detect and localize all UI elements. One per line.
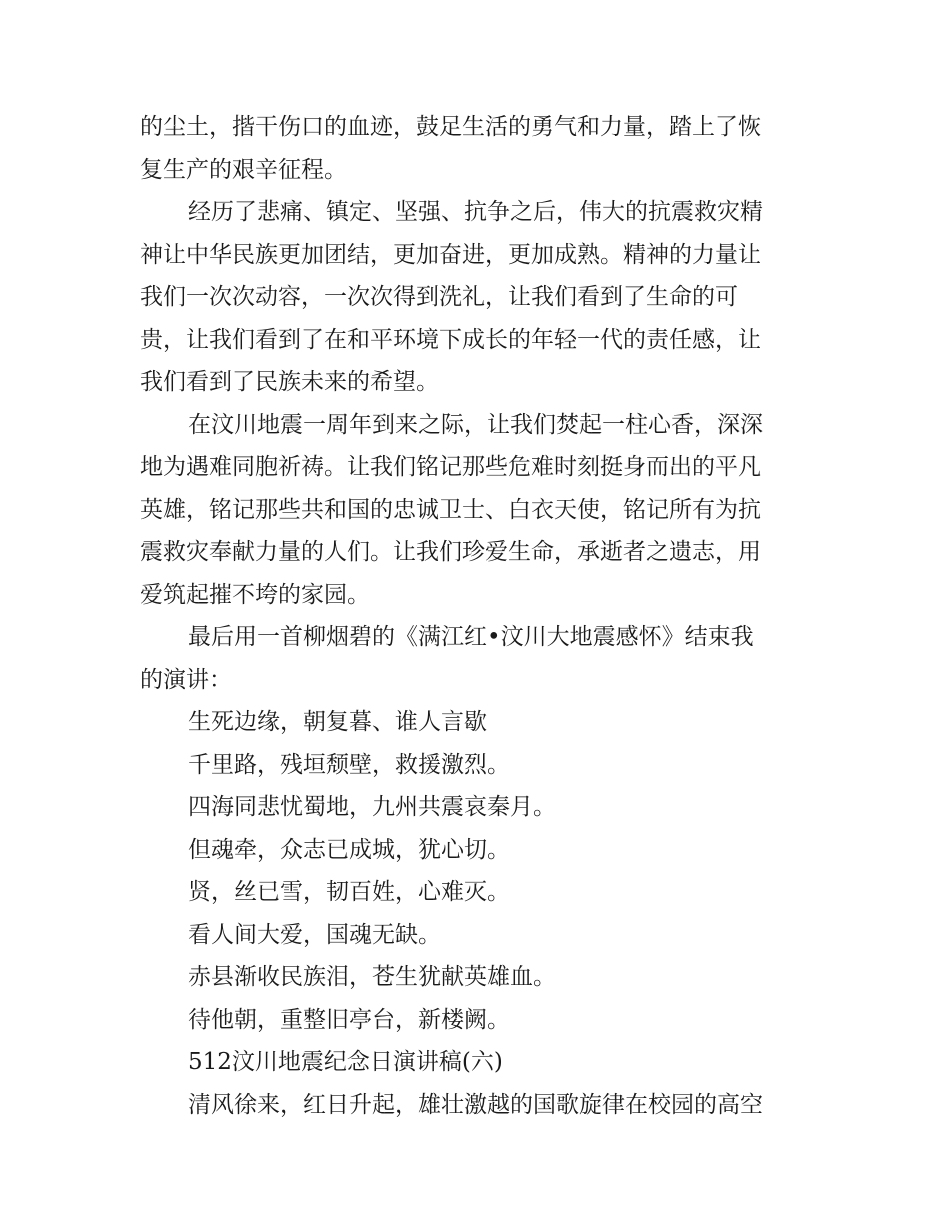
text-line: 四海同悲忧蜀地，九州共震哀秦月。 [188,794,556,820]
text-line: 生死边缘，朝复暮、谁人言歇 [188,709,487,735]
text-line: 千里路，残垣颓壁，救援激烈。 [188,751,510,778]
text-line: 贤，丝已雪，韧百姓，心难灭。 [188,879,510,905]
document-body [140,106,820,1126]
text-line: 的尘土，揩干伤口的血迹，鼓足生活的勇气和力量，踏上了恢 [140,114,761,140]
text-line: 震救灾奉献力量的人们。让我们珍爱生命，承逝者之遗志，用 [140,539,761,565]
text-line: 贵，让我们看到了在和平环境下成长的年轻一代的责任感，让 [140,326,761,353]
text-line: 清风徐来，红日升起，雄壮激越的国歌旋律在校园的高空 [188,1091,763,1118]
text-line: 英雄，铭记那些共和国的忠诚卫士、白衣天使，铭记所有为抗 [140,496,761,523]
text-line: 我们一次次动容，一次次得到洗礼，让我们看到了生命的可 [140,284,738,310]
text-line: 地为遇难同胞祈祷。让我们铭记那些危难时刻挺身而出的平凡 [140,454,761,480]
text-line: 待他朝，重整旧亭台，新楼阙。 [188,1006,510,1033]
text-line: 经历了悲痛、镇定、坚强、抗争之后，伟大的抗震救灾精 [188,199,763,225]
text-line: 在汶川地震一周年到来之际，让我们焚起一柱心香，深深 [188,411,763,438]
text-line: 512汶川地震纪念日演讲稿(六) [188,1049,503,1075]
text-line: 的演讲： [140,666,232,693]
text-line: 但魂牵，众志已成城，犹心切。 [188,836,510,863]
text-line: 神让中华民族更加团结，更加奋进，更加成熟。精神的力量让 [140,241,761,268]
text-line: 我们看到了民族未来的希望。 [140,369,439,395]
text-line: 赤县渐收民族泪，苍生犹献英雄血。 [188,964,556,990]
text-line: 看人间大爱，国魂无缺。 [188,921,441,948]
text-line: 最后用一首柳烟碧的《满江红•汶川大地震感怀》结束我 [188,624,754,650]
text-line: 爱筑起摧不垮的家园。 [140,581,370,608]
text-line: 复生产的艰辛征程。 [140,156,347,183]
